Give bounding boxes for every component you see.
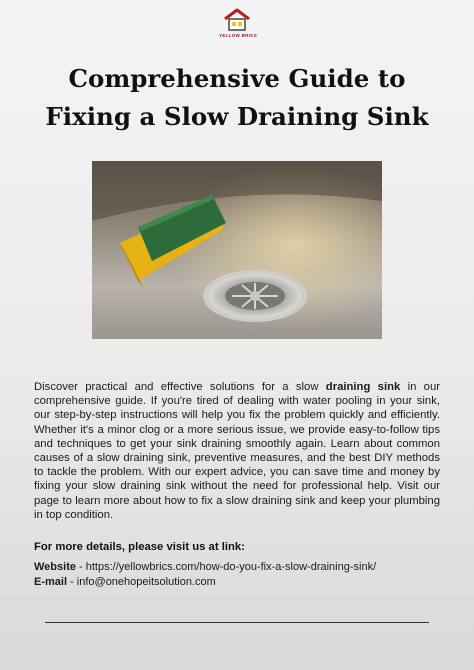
hero-image [92,161,382,339]
website-link[interactable]: - https://yellowbrics.com/how-do-you-fix-a-slow-draining-sink/ [75,561,377,573]
page-title [0,60,474,136]
intro-after: in our comprehensive guide. If you're tired of dealing with water pooling in your sink, our step-by-step instructions will help you fix the problem quickly and efficiently. Whether it's a minor clog or a more serious issue, we provide easy-to-follow tips and techniques to get your sink draining smoothly again. Learn about common causes of a slow draining sink, preventive measures, and the best DIY methods to tackle the problem. With our expert advice, you can save time and money by fixing your slow draining sink without the need for professional help. Visit our page to learn more about how to fix a slow draining sink and keep your plumbing in top condition. [34,381,440,521]
body-paragraph [34,380,440,522]
website-line [34,560,440,575]
website-label: Website [34,561,76,573]
title-line-1: Comprehensive Guide to [68,64,406,93]
divider [45,622,429,623]
logo-text: YELLOW BRICS [219,33,258,38]
email-line [34,575,440,590]
brand-logo[interactable] [219,8,258,44]
house-icon [222,8,252,32]
keyword-link[interactable]: draining sink [325,381,401,393]
title-line-2: Fixing a Slow Draining Sink [45,102,429,131]
email-link[interactable]: - info@onehopeitsolution.com [67,575,216,588]
intro-before: Discover practical and effective solutions for a slow [34,381,326,393]
email-label: E-mail [34,575,68,588]
contact-block [34,560,440,589]
sink-sponge-photo [92,161,382,339]
more-details-heading: For more details, please visit us at link: [34,541,245,553]
